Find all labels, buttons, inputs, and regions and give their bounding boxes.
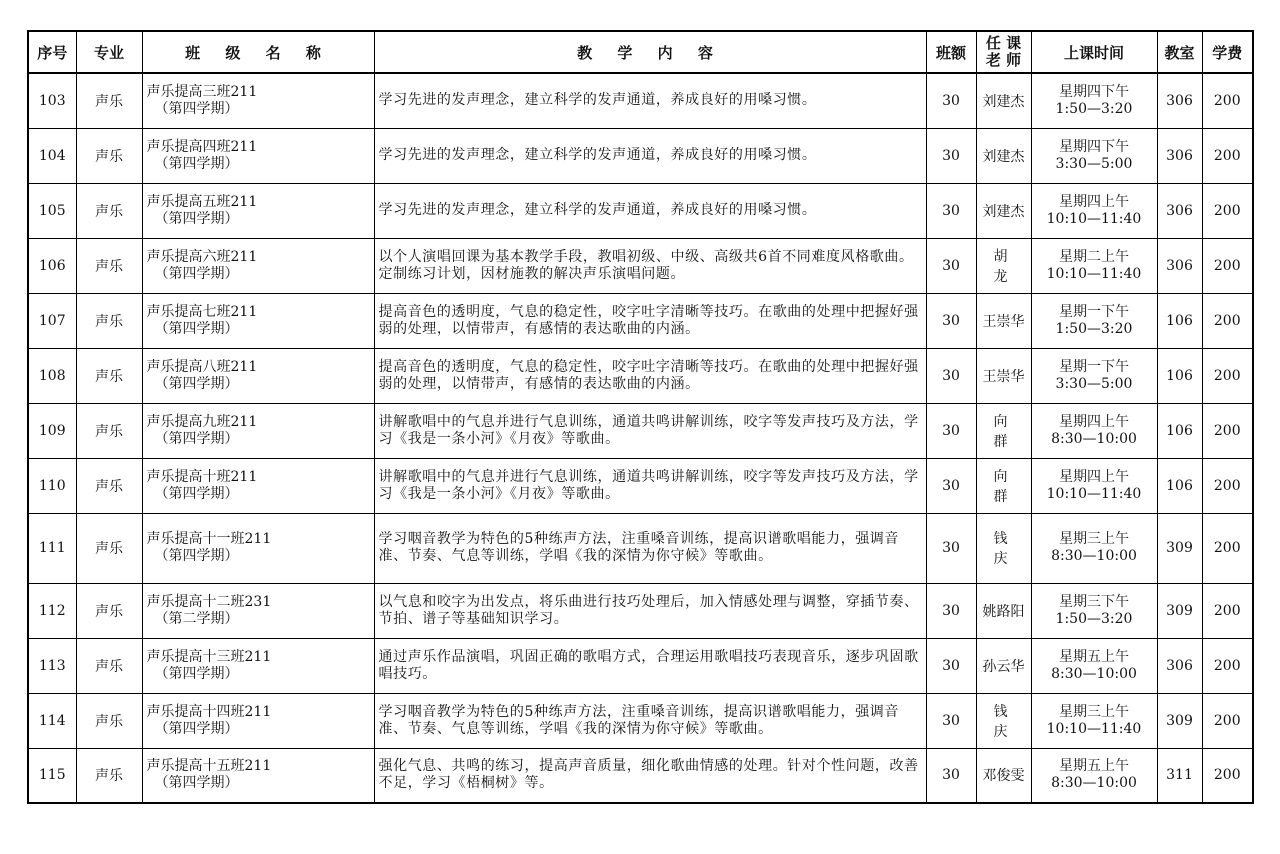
time-hours: 1:50—3:20 [1055,100,1133,117]
cell-capacity: 30 [926,183,976,238]
cell-content: 讲解歌唱中的气息并进行气息训练，通道共鸣讲解训练，咬字等发声技巧及方法，学习《我是一条小河》《月夜》等歌曲。 [374,403,926,458]
class-name: 声乐提高十三班211 [146,648,272,665]
cell-capacity: 30 [926,513,976,583]
cell-room: 106 [1157,293,1202,348]
cell-no: 112 [28,583,76,638]
cell-teacher: 王崇华 [976,293,1031,348]
cell-time [1031,238,1157,293]
time-hours: 10:10—11:40 [1046,485,1142,502]
cell-no: 114 [28,693,76,748]
header-major: 专业 [76,31,142,73]
time-day: 星期一下午 [1059,358,1129,375]
cell-teacher: 向 群 [976,403,1031,458]
table-row [28,293,1253,348]
cell-class-name [142,73,374,128]
cell-teacher: 姚路阳 [976,583,1031,638]
cell-no: 107 [28,293,76,348]
cell-class-name [142,403,374,458]
cell-time [1031,693,1157,748]
cell-fee: 200 [1202,73,1253,128]
header-class-name: 班 级 名 称 [142,31,374,73]
class-term: （第四学期） [154,100,239,117]
cell-no: 109 [28,403,76,458]
cell-content: 提高音色的透明度，气息的稳定性，咬字吐字清晰等技巧。在歌曲的处理中把握好强弱的处理，以情带声，有感情的表达歌曲的内涵。 [374,293,926,348]
cell-room: 306 [1157,128,1202,183]
cell-content: 提高音色的透明度，气息的稳定性，咬字吐字清晰等技巧。在歌曲的处理中把握好强弱的处理，以情带声，有感情的表达歌曲的内涵。 [374,348,926,403]
cell-major: 声乐 [76,73,142,128]
cell-no: 105 [28,183,76,238]
cell-class-name [142,348,374,403]
class-term: （第二学期） [154,610,239,627]
class-name: 声乐提高六班211 [146,248,258,265]
cell-fee: 200 [1202,748,1253,803]
cell-content: 学习先进的发声理念，建立科学的发声通道，养成良好的用嗓习惯。 [374,73,926,128]
time-hours: 8:30—10:00 [1051,775,1137,792]
table-row [28,513,1253,583]
header-room: 教室 [1157,31,1202,73]
class-term: （第四学期） [154,375,239,392]
cell-teacher: 刘建杰 [976,183,1031,238]
class-name: 声乐提高十四班211 [146,703,272,720]
time-day: 星期三下午 [1059,593,1129,610]
cell-class-name [142,293,374,348]
cell-class-name [142,238,374,293]
cell-fee: 200 [1202,348,1253,403]
header-teacher-line2: 老 师 [985,51,1022,69]
cell-major: 声乐 [76,238,142,293]
cell-class-name [142,748,374,803]
cell-time [1031,73,1157,128]
header-row [28,31,1253,73]
cell-no: 108 [28,348,76,403]
time-hours: 3:30—5:00 [1055,375,1133,392]
cell-no: 104 [28,128,76,183]
class-term: （第四学期） [154,320,239,337]
cell-room: 306 [1157,183,1202,238]
header-teacher [976,31,1031,73]
cell-teacher: 胡 龙 [976,238,1031,293]
cell-time [1031,583,1157,638]
cell-teacher: 孙云华 [976,638,1031,693]
time-day: 星期五上午 [1059,648,1129,665]
cell-capacity: 30 [926,238,976,293]
class-term: （第四学期） [154,665,239,682]
cell-time [1031,403,1157,458]
class-name: 声乐提高七班211 [146,303,258,320]
class-name: 声乐提高八班211 [146,358,258,375]
cell-time [1031,128,1157,183]
cell-capacity: 30 [926,73,976,128]
class-term: （第四学期） [154,548,239,564]
class-term: （第四学期） [154,720,239,737]
table-row [28,693,1253,748]
table-row [28,183,1253,238]
cell-fee: 200 [1202,458,1253,513]
time-hours: 8:30—10:00 [1051,548,1137,564]
cell-room: 306 [1157,73,1202,128]
class-term: （第四学期） [154,775,239,792]
cell-major: 声乐 [76,403,142,458]
header-capacity: 班额 [926,31,976,73]
cell-fee: 200 [1202,293,1253,348]
header-no: 序号 [28,31,76,73]
header-teacher-line1: 任 课 [985,34,1022,52]
cell-fee: 200 [1202,183,1253,238]
time-day: 星期四上午 [1059,193,1129,210]
cell-capacity: 30 [926,128,976,183]
cell-class-name [142,183,374,238]
cell-teacher: 邓俊雯 [976,748,1031,803]
cell-capacity: 30 [926,583,976,638]
cell-no: 103 [28,73,76,128]
cell-teacher: 刘建杰 [976,73,1031,128]
table-row [28,583,1253,638]
cell-room: 106 [1157,403,1202,458]
class-name: 声乐提高五班211 [146,193,258,210]
class-name: 声乐提高九班211 [146,413,258,430]
cell-major: 声乐 [76,583,142,638]
cell-teacher: 钱 庆 [976,693,1031,748]
cell-major: 声乐 [76,293,142,348]
header-fee: 学费 [1202,31,1253,73]
time-day: 星期四下午 [1059,83,1129,100]
cell-major: 声乐 [76,458,142,513]
cell-fee: 200 [1202,238,1253,293]
cell-capacity: 30 [926,293,976,348]
cell-capacity: 30 [926,458,976,513]
cell-content: 学习先进的发声理念，建立科学的发声通道，养成良好的用嗓习惯。 [374,128,926,183]
table-row [28,458,1253,513]
class-name: 声乐提高十班211 [146,468,258,485]
table-row [28,403,1253,458]
time-day: 星期五上午 [1059,758,1129,775]
cell-time [1031,748,1157,803]
cell-no: 110 [28,458,76,513]
cell-time [1031,183,1157,238]
course-schedule-table [27,30,1254,804]
cell-major: 声乐 [76,693,142,748]
header-content: 教 学 内 容 [374,31,926,73]
cell-no: 113 [28,638,76,693]
cell-capacity: 30 [926,748,976,803]
table-row [28,73,1253,128]
time-day: 星期三上午 [1059,703,1129,720]
time-hours: 8:30—10:00 [1051,430,1137,447]
time-day: 星期四上午 [1059,413,1129,430]
cell-time [1031,293,1157,348]
table-row [28,238,1253,293]
class-name: 声乐提高四班211 [146,138,258,155]
cell-fee: 200 [1202,403,1253,458]
class-term: （第四学期） [154,430,239,447]
time-day: 星期一下午 [1059,303,1129,320]
cell-teacher: 钱 庆 [976,513,1031,583]
cell-room: 106 [1157,458,1202,513]
time-hours: 3:30—5:00 [1055,155,1133,172]
cell-fee: 200 [1202,583,1253,638]
class-term: （第四学期） [154,485,239,502]
class-term: （第四学期） [154,265,239,282]
cell-class-name [142,638,374,693]
table-row [28,128,1253,183]
cell-time [1031,638,1157,693]
cell-content: 讲解歌唱中的气息并进行气息训练，通道共鸣讲解训练，咬字等发声技巧及方法，学习《我是一条小河》《月夜》等歌曲。 [374,458,926,513]
time-hours: 1:50—3:20 [1055,610,1133,627]
class-name: 声乐提高十一班211 [146,531,272,547]
time-hours: 10:10—11:40 [1046,265,1142,282]
time-day: 星期三上午 [1059,531,1129,547]
cell-major: 声乐 [76,638,142,693]
header-time: 上课时间 [1031,31,1157,73]
cell-room: 306 [1157,638,1202,693]
cell-time [1031,348,1157,403]
cell-content: 以个人演唱回课为基本教学手段，教唱初级、中级、高级共6首不同难度风格歌曲。定制练习计划，因材施教的解决声乐演唱问题。 [374,238,926,293]
cell-room: 106 [1157,348,1202,403]
cell-class-name [142,693,374,748]
cell-room: 309 [1157,513,1202,583]
cell-room: 306 [1157,238,1202,293]
cell-room: 309 [1157,693,1202,748]
cell-major: 声乐 [76,513,142,583]
class-name: 声乐提高十二班231 [146,593,272,610]
cell-class-name [142,513,374,583]
cell-time [1031,513,1157,583]
cell-content: 学习先进的发声理念，建立科学的发声通道，养成良好的用嗓习惯。 [374,183,926,238]
time-hours: 10:10—11:40 [1046,210,1142,227]
cell-major: 声乐 [76,128,142,183]
time-day: 星期四上午 [1059,468,1129,485]
time-hours: 1:50—3:20 [1055,320,1133,337]
cell-teacher: 刘建杰 [976,128,1031,183]
cell-class-name [142,583,374,638]
cell-class-name [142,458,374,513]
cell-no: 106 [28,238,76,293]
cell-major: 声乐 [76,748,142,803]
cell-no: 115 [28,748,76,803]
class-name: 声乐提高十五班211 [146,758,272,775]
time-day: 星期四下午 [1059,138,1129,155]
table-row [28,348,1253,403]
cell-capacity: 30 [926,403,976,458]
cell-fee: 200 [1202,693,1253,748]
cell-fee: 200 [1202,513,1253,583]
class-term: （第四学期） [154,155,239,172]
cell-content: 学习咽音教学为特色的5种练声方法，注重嗓音训练，提高识谱歌唱能力，强调音准、节奏、气息等训练，学唱《我的深情为你守候》等歌曲。 [374,693,926,748]
cell-room: 309 [1157,583,1202,638]
cell-major: 声乐 [76,348,142,403]
cell-teacher: 王崇华 [976,348,1031,403]
cell-capacity: 30 [926,348,976,403]
cell-class-name [142,128,374,183]
cell-teacher: 向 群 [976,458,1031,513]
time-day: 星期二上午 [1059,248,1129,265]
cell-time [1031,458,1157,513]
cell-capacity: 30 [926,638,976,693]
cell-capacity: 30 [926,693,976,748]
table-row [28,638,1253,693]
cell-content: 学习咽音教学为特色的5种练声方法，注重嗓音训练，提高识谱歌唱能力，强调音准、节奏、气息等训练，学唱《我的深情为你守候》等歌曲。 [374,513,926,583]
class-term: （第四学期） [154,210,239,227]
cell-major: 声乐 [76,183,142,238]
cell-content: 以气息和咬字为出发点，将乐曲进行技巧处理后，加入情感处理与调整，穿插节奏、节拍、谱子等基础知识学习。 [374,583,926,638]
table-row [28,748,1253,803]
cell-room: 311 [1157,748,1202,803]
time-hours: 10:10—11:40 [1046,720,1142,737]
time-hours: 8:30—10:00 [1051,665,1137,682]
cell-fee: 200 [1202,638,1253,693]
class-name: 声乐提高三班211 [146,83,258,100]
cell-no: 111 [28,513,76,583]
cell-content: 强化气息、共鸣的练习，提高声音质量，细化歌曲情感的处理。针对个性问题，改善不足，学习《梧桐树》等。 [374,748,926,803]
cell-content: 通过声乐作品演唱，巩固正确的歌唱方式，合理运用歌唱技巧表现音乐，逐步巩固歌唱技巧。 [374,638,926,693]
cell-fee: 200 [1202,128,1253,183]
